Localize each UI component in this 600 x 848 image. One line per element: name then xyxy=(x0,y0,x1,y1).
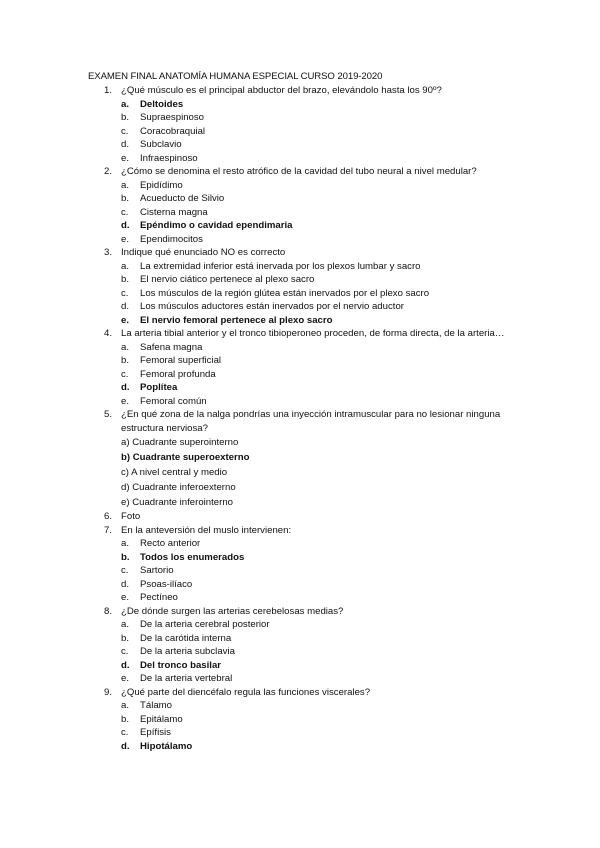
option-letter: a. xyxy=(121,179,130,191)
option-letter: a. xyxy=(121,619,130,630)
answer-option xyxy=(0,564,600,578)
answer-option xyxy=(0,138,600,152)
question-text: ¿Cómo se denomina el resto atrófico de la cavidad del tubo neural a nivel medular? xyxy=(121,166,477,177)
answer-option-correct xyxy=(0,98,600,112)
option-text: c) A nivel central y medio xyxy=(121,467,228,478)
option-letter: c. xyxy=(121,727,129,738)
answer-option-correct xyxy=(0,740,600,754)
answer-option xyxy=(0,300,600,314)
option-letter: c. xyxy=(121,206,129,218)
answer-option xyxy=(0,125,600,139)
answer-option xyxy=(0,233,600,247)
option-letter: d. xyxy=(121,740,130,752)
option-letter: c. xyxy=(121,368,129,380)
option-text: De la arteria subclavia xyxy=(140,646,235,657)
question-8 xyxy=(0,605,600,619)
question-2 xyxy=(0,165,600,179)
question-1 xyxy=(0,84,600,98)
answer-option xyxy=(0,578,600,592)
question-number: 9. xyxy=(104,686,113,698)
answer-option xyxy=(0,111,600,125)
option-letter: b. xyxy=(121,193,130,204)
option-text: La extremidad inferior está inervada por los plexos lumbar y sacro xyxy=(140,260,421,272)
option-text: Infraespinoso xyxy=(140,152,198,164)
answer-option xyxy=(0,495,600,510)
answer-option-correct xyxy=(0,450,600,465)
option-text: Femoral común xyxy=(140,395,207,407)
option-letter: a. xyxy=(121,260,130,272)
answer-option xyxy=(0,192,600,206)
question-list xyxy=(0,84,600,753)
question-text: ¿Qué parte del diencéfalo regula las funciones viscerales? xyxy=(121,686,371,698)
question-3 xyxy=(0,246,600,260)
answer-option xyxy=(0,287,600,301)
answer-option xyxy=(0,152,600,166)
option-letter: b. xyxy=(121,112,130,123)
question-7 xyxy=(0,524,600,538)
question-4 xyxy=(0,327,600,341)
question-text: Indique qué enunciado NO es correcto xyxy=(121,247,286,258)
option-letter: c. xyxy=(121,287,129,299)
option-text: Coracobraquial xyxy=(140,125,206,137)
option-text: Hipotálamo xyxy=(140,740,193,752)
option-text: Sartorio xyxy=(140,565,174,576)
option-text: Psoas-ilíaco xyxy=(140,578,193,590)
option-letter: b. xyxy=(121,713,130,725)
option-letter: e. xyxy=(121,233,130,245)
answer-option xyxy=(0,699,600,713)
option-letter: c. xyxy=(121,125,129,137)
question-9 xyxy=(0,686,600,700)
option-letter: e. xyxy=(121,673,130,684)
option-text: Tálamo xyxy=(140,700,172,711)
option-text: Supraespinoso xyxy=(140,112,205,123)
question-number: 2. xyxy=(104,166,113,177)
option-letter: b. xyxy=(121,355,130,366)
option-text: De la carótida interna xyxy=(140,632,232,644)
question-number: 7. xyxy=(104,524,113,536)
answer-option xyxy=(0,713,600,727)
option-text: Pectíneo xyxy=(140,592,178,603)
exam-title: EXAMEN FINAL ANATOMÍA HUMANA ESPECIAL CURSO 2019-2020 xyxy=(88,71,383,82)
option-text: Los músculos aductores están inervados por el nervio aductor xyxy=(140,301,404,312)
option-text: El nervio femoral pertenece al plexo sacro xyxy=(140,314,333,326)
answer-option xyxy=(0,632,600,646)
option-letter: a. xyxy=(121,341,130,353)
option-letter: a. xyxy=(121,98,130,110)
answer-option xyxy=(0,260,600,274)
answer-option xyxy=(0,465,600,480)
answer-option xyxy=(0,537,600,551)
option-text: Epitálamo xyxy=(140,713,183,725)
option-text: Todos los enumerados xyxy=(140,551,245,563)
option-text: Femoral profunda xyxy=(140,368,216,380)
question-number: 3. xyxy=(104,247,113,258)
option-text: De la arteria vertebral xyxy=(140,673,233,684)
answer-option xyxy=(0,395,600,409)
option-text: e) Cuadrante inferointerno xyxy=(121,497,233,508)
option-text: Del tronco basilar xyxy=(140,659,222,671)
option-text: Deltoides xyxy=(140,98,184,110)
answer-option xyxy=(0,341,600,355)
answer-option-correct xyxy=(0,381,600,395)
option-text: Epidídimo xyxy=(140,179,183,191)
answer-option xyxy=(0,672,600,686)
option-text: d) Cuadrante inferoexterno xyxy=(121,482,236,493)
question-number: 6. xyxy=(104,511,113,522)
option-text: Safena magna xyxy=(140,341,203,353)
question-6 xyxy=(0,510,600,524)
question-text: La arteria tibial anterior y el tronco tibioperoneo proceden, de forma directa, de la arteria… xyxy=(121,328,505,339)
option-letter: d. xyxy=(121,578,130,590)
question-text: ¿En qué zona de la nalga pondrías una inyección intramuscular para no lesionar ninguna estructura nerviosa? xyxy=(121,409,501,434)
option-letter: a. xyxy=(121,700,130,711)
answer-option xyxy=(0,435,600,450)
answer-option xyxy=(0,206,600,220)
option-letter: d. xyxy=(121,659,130,671)
option-text: Epéndimo o cavidad ependimaria xyxy=(140,220,293,231)
option-letter: e. xyxy=(121,592,130,603)
answer-option xyxy=(0,645,600,659)
option-letter: d. xyxy=(121,301,130,312)
option-letter: b. xyxy=(121,274,130,285)
answer-option xyxy=(0,368,600,382)
option-letter: e. xyxy=(121,152,130,164)
option-text: De la arteria cerebral posterior xyxy=(140,619,270,630)
question-text: En la anteversión del muslo intervienen: xyxy=(121,524,292,536)
answer-option xyxy=(0,591,600,605)
answer-option xyxy=(0,354,600,368)
option-letter: d. xyxy=(121,220,130,231)
option-letter: d. xyxy=(121,382,130,393)
option-text: Cisterna magna xyxy=(140,206,208,218)
option-letter: d. xyxy=(121,139,130,150)
option-text: El nervio ciático pertenece al plexo sacro xyxy=(140,274,315,285)
answer-option-correct xyxy=(0,551,600,565)
question-text: ¿De dónde surgen las arterias cerebelosas medias? xyxy=(121,605,344,617)
option-text: Acueducto de Silvio xyxy=(140,193,225,204)
option-letter: e. xyxy=(121,395,130,407)
option-letter: b. xyxy=(121,632,130,644)
option-letter: c. xyxy=(121,646,129,657)
option-text: a) Cuadrante superointerno xyxy=(121,437,239,448)
answer-option xyxy=(0,618,600,632)
question-number: 1. xyxy=(104,85,113,96)
option-letter: c. xyxy=(121,565,129,576)
option-text: Los músculos de la región glútea están inervados por el plexo sacro xyxy=(140,287,430,299)
answer-option xyxy=(0,480,600,495)
option-text: Ependimocitos xyxy=(140,233,203,245)
answer-option-correct xyxy=(0,314,600,328)
answer-option xyxy=(0,179,600,193)
question-number: 8. xyxy=(104,605,113,617)
answer-option-correct xyxy=(0,659,600,673)
answer-option xyxy=(0,726,600,740)
answer-option xyxy=(0,273,600,287)
question-5 xyxy=(0,408,600,435)
option-text: Subclavio xyxy=(140,139,182,150)
option-text: Epífisis xyxy=(140,727,171,738)
question-number: 5. xyxy=(104,409,113,420)
question-text: ¿Qué músculo es el principal abductor del brazo, elevándolo hasta los 90º? xyxy=(121,85,442,96)
option-letter: b. xyxy=(121,551,130,563)
question-text: Foto xyxy=(121,511,141,522)
option-text: b) Cuadrante superoexterno xyxy=(121,452,250,463)
answer-option-correct xyxy=(0,219,600,233)
option-text: Femoral superficial xyxy=(140,355,222,366)
option-letter: e. xyxy=(121,314,130,326)
question-number: 4. xyxy=(104,328,113,339)
option-text: Recto anterior xyxy=(140,538,201,549)
option-letter: a. xyxy=(121,538,130,549)
option-text: Poplítea xyxy=(140,382,178,393)
